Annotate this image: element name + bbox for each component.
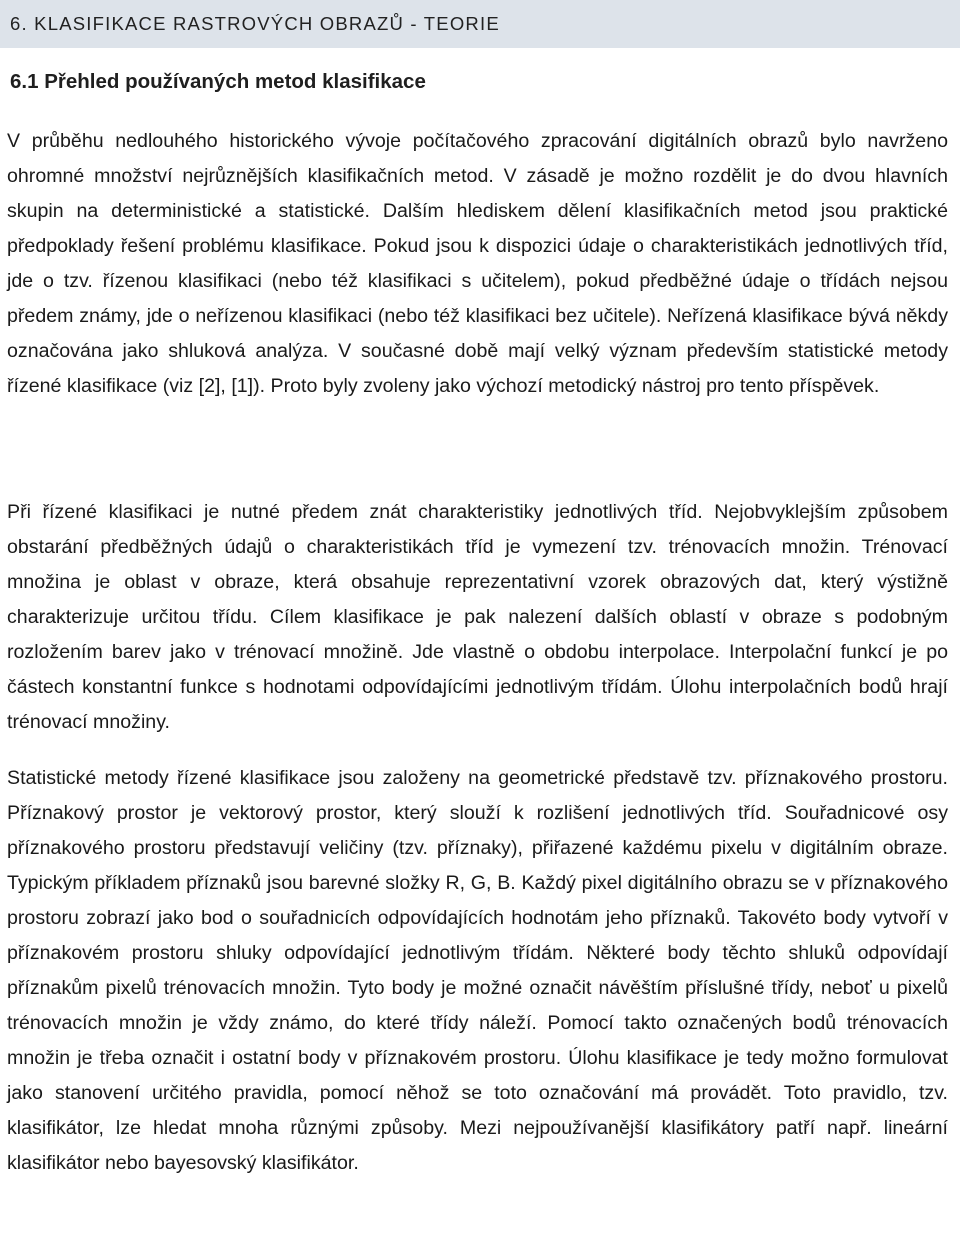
section-title: 6.1 Přehled používaných metod klasifikace [10,70,426,93]
chapter-title: 6. KLASIFIKACE RASTROVÝCH OBRAZŮ - TEORIE [10,13,500,34]
paragraph-feature-space: Statistické metody řízené klasifikace jsou založeny na geometrické představě tzv. příznakového prostoru. Příznakový prostor je vektorový prostor, který slouží k rozlišení jednotlivých tříd. Souřadnicové osy příznakového prostoru představují veličiny (tzv. příznaky), přiřazené každému pixelu v digitálním obraze. Typickým příkladem příznaků jsou barevné složky R, G, B. Každý pixel digitálního obrazu se v příznakového prostoru zobrazí jako bod o souřadnicích odpovídajících hodnotám jeho příznaků. Takovéto body vytvoří v příznakovém prostoru shluky odpovídající jednotlivým třídám. Některé body těchto shluků odpovídají příznakům pixelů trénovacích množin. Tyto body je možné označit návěštím příslušné třídy, neboť u pixelů trénovacích množin je vždy známo, do které třídy náleží. Pomocí takto označených bodů trénovacích množin je třeba označit i ostatní body v příznakovém prostoru. Úlohu klasifikace je tedy možno formulovat jako stanovení určitého pravidla, pomocí něhož se toto označování má provádět. Toto pravidlo, tzv. klasifikátor, lze hledat mnoha různými způsoby. Mezi nejpoužívanější klasifikátory patří např. lineární klasifikátor nebo bayesovský klasifikátor. [7,767,948,1174]
chapter-header-bar [0,0,960,48]
paragraph-intro: V průběhu nedlouhého historického vývoje počítačového zpracování digitálních obrazů bylo navrženo ohromné množství nejrůznějších klasifikačních metod. V zásadě je možno rozdělit je do dvou hlavních skupin na deterministické a statistické. Dalším hlediskem dělení klasifikačních metod jsou praktické předpoklady řešení problému klasifikace. Pokud jsou k dispozici údaje o charakteristikách jednotlivých tříd, jde o tzv. řízenou klasifikaci (nebo též klasifikaci s učitelem), pokud předběžné údaje o třídách nejsou předem známy, jde o neřízenou klasifikaci (nebo též klasifikaci bez učitele). Neřízená klasifikace bývá někdy označována jako shluková analýza. V současné době mají velký význam především statistické metody řízené klasifikace (viz [2], [1]). Proto byly zvoleny jako výchozí metodický nástroj pro tento příspěvek. [7,130,948,397]
paragraph-training-sets: Při řízené klasifikaci je nutné předem znát charakteristiky jednotlivých tříd. Nejobvyklejším způsobem obstarání předběžných údajů o charakteristikách tříd je vymezení tzv. trénovacích množin. Trénovací množina je oblast v obraze, která obsahuje reprezentativní vzorek obrazových dat, který výstižně charakterizuje určitou třídu. Cílem klasifikace je pak nalezení dalších oblastí v obraze s podobným rozložením barev jako v trénovací množině. Jde vlastně o obdobu interpolace. Interpolační funkcí je po částech konstantní funkce s hodnotami odpovídajícími jednotlivým třídám. Úlohu interpolačních bodů hrají trénovací množiny. [7,501,948,733]
